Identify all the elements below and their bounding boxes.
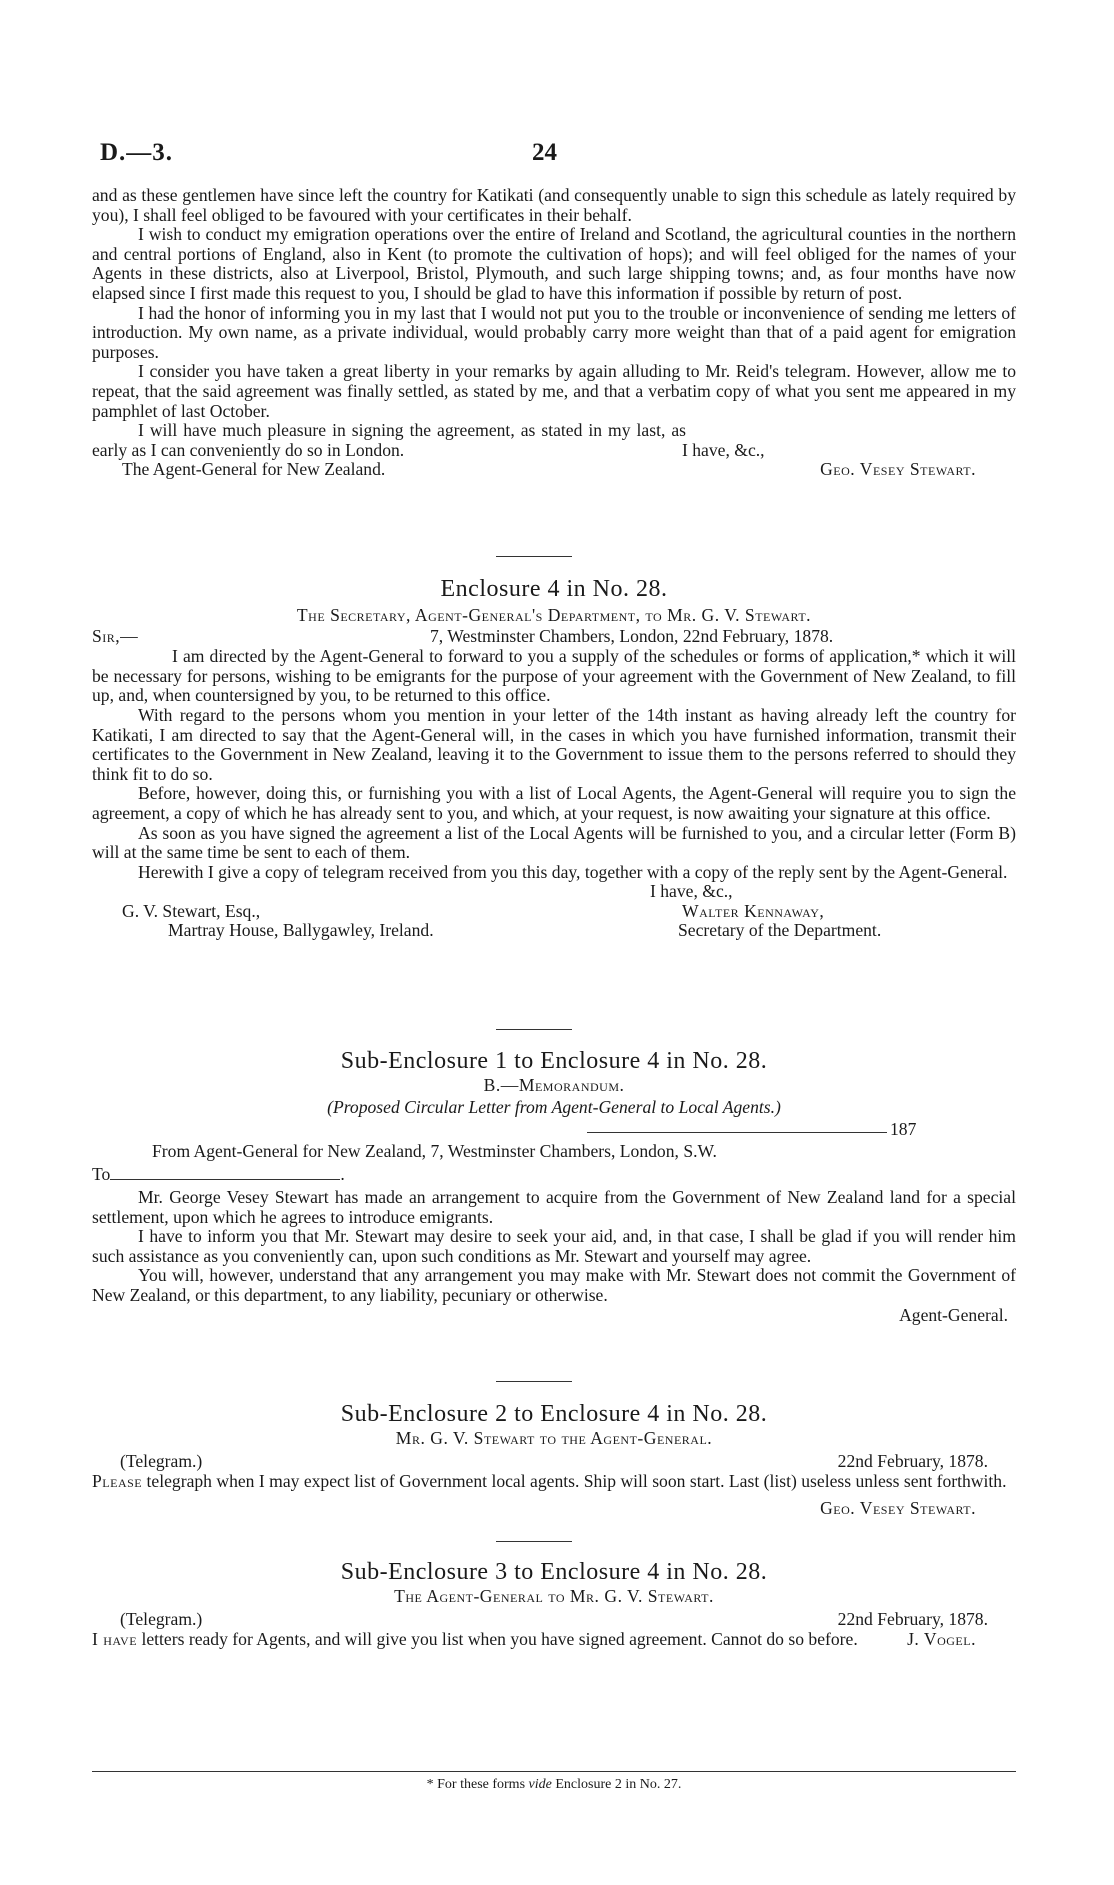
letter-continuation [92, 186, 1016, 480]
footnote-text: * For these forms [426, 1777, 529, 1792]
from-line: From Agent-General for New Zealand, 7, Westminster Chambers, London, S.W. [152, 1140, 717, 1161]
address-place: Martray House, Ballygawley, Ireland. [168, 920, 434, 941]
addressee: The Agent-General for New Zealand. [122, 459, 386, 480]
signature-title: Secretary of the Department. [678, 920, 882, 941]
paragraph: I am directed by the Agent-General to forward to you a supply of the schedules or forms of application,* which it will be necessary for persons, wishing to be emigrants for the purpose of your agreement with the Government of New Zealand, to fill up, and, when countersigned by you, to be returned to this office. [92, 646, 1016, 706]
signature: Geo. Vesey Stewart. [820, 459, 976, 480]
telegram-label: (Telegram.) [120, 1609, 203, 1630]
dateline: 7, Westminster Chambers, London, 22nd February, 1878. [430, 626, 834, 647]
paragraph: I consider you have taken a great liberty in your remarks by again alluding to Mr. Reid's telegram. However, allow me to repeat, that the said agreement was finally settled, as stated by me, and that a verbatim copy of what you sent me appeared in my pamphlet of last October. [92, 361, 1016, 421]
section-title: Sub-Enclosure 3 to Enclosure 4 in No. 28. [340, 1559, 768, 1585]
footnote-ref: Enclosure 2 in No. 27. [551, 1777, 682, 1792]
paragraph: Mr. George Vesey Stewart has made an arrangement to acquire from the Government of New Zealand land for a special settlement, upon which he agrees to introduce emigrants. [92, 1186, 1016, 1227]
footnote-rule [92, 1771, 1016, 1772]
salutation-row [92, 627, 1016, 647]
section-subtitle: (Proposed Circular Letter from Agent-General to Local Agents.) [327, 1097, 781, 1118]
telegram-date: 22nd February, 1878. [837, 1609, 988, 1630]
telegram-text: letters ready for Agents, and will give you list when you have signed agreement. Cannot do so before. [137, 1628, 858, 1649]
section-divider [496, 556, 572, 557]
paragraph: Herewith I give a copy of telegram received from you this day, together with a copy of the reply sent by the Agent-General. [138, 861, 1008, 882]
section-divider [496, 1541, 572, 1542]
date-blank [587, 1132, 887, 1133]
signature-row [92, 460, 1016, 480]
signature: Geo. Vesey Stewart. [820, 1498, 976, 1519]
paragraph: Before, however, doing this, or furnishing you with a list of Local Agents, the Agent-General will require you to sign the agreement, a copy of which he has already sent to you, and which, at your request, is now awaiting your signature at this office. [92, 783, 1016, 823]
closing: I have, &c., [650, 881, 733, 902]
document-reference: D.—3. [100, 139, 174, 166]
section-title: Sub-Enclosure 1 to Enclosure 4 in No. 28. [340, 1048, 768, 1074]
telegram-label: (Telegram.) [120, 1451, 203, 1472]
paragraph: and as these gentlemen have since left the country for Katikati (and consequently unable to sign this schedule as lately required by you), I shall feel obliged to be favoured with your certificates in their behalf. [92, 185, 1016, 225]
signature-block [92, 882, 1016, 941]
paragraph: With regard to the persons whom you mention in your letter of the 14th instant as having already left the country for Katikati, I am directed to say that the Agent-General will, in the cases in which you have furnished information, transmit their certificates to the Government in New Zealand, leaving it to the Government to issue them to the persons referred to should they think fit to do so. [92, 704, 1016, 784]
paragraph: I will have much pleasure in signing the agreement, as stated in my last, as early as I can conveniently do so in London. [92, 420, 686, 460]
section-from-to: Mr. G. V. Stewart to the Agent-General. [395, 1427, 713, 1448]
page-number: 24 [532, 139, 557, 166]
paragraph: As soon as you have signed the agreement a list of the Local Agents will be furnished to you, and a circular letter (Form B) will at the same time be sent to each of them. [92, 822, 1016, 863]
closing-block [92, 421, 1016, 460]
telegram-block [92, 1630, 1016, 1650]
sub-enclosure-1 [92, 1048, 1016, 1325]
telegram-row [92, 1610, 1016, 1630]
section-from-to: The Agent-General to Mr. G. V. Stewart. [394, 1585, 714, 1606]
salutation: Sir,— [92, 626, 139, 647]
telegram-body [92, 1630, 1016, 1650]
section-divider [496, 1381, 572, 1382]
year-stub: 187 [890, 1118, 917, 1139]
section-title: Enclosure 4 in No. 28. [440, 576, 668, 602]
telegram-row [92, 1452, 1016, 1472]
to-blank [110, 1167, 340, 1180]
section-title: Sub-Enclosure 2 to Enclosure 4 in No. 28. [340, 1401, 768, 1427]
paragraph: I had the honor of informing you in my last that I would not put you to the trouble or inconvenience of sending me letters of introduction. My own name, as a private individual, would probably carry more weight than that of a paid agent for emigration purposes. [92, 302, 1016, 362]
section-divider [496, 1029, 572, 1030]
closing: I have, &c., [682, 439, 765, 460]
date-blank-row [92, 1118, 1016, 1140]
to-label: To [92, 1164, 111, 1185]
telegram-body [92, 1472, 1016, 1492]
memorandum-label: B.—Memorandum. [483, 1074, 625, 1095]
signature: Walter Kennaway, [682, 901, 825, 922]
telegram-date: 22nd February, 1878. [837, 1451, 988, 1472]
sub-enclosure-3 [92, 1559, 1016, 1649]
signoff: Agent-General. [899, 1304, 1008, 1325]
sub-enclosure-2 [92, 1401, 1016, 1519]
paragraph: You will, however, understand that any arrangement you may make with Mr. Stewart does not commit the Government of New Zealand, or this department, to any liability, pecuniary or otherwise. [92, 1265, 1016, 1305]
signature: J. Vogel. [907, 1628, 976, 1649]
footnote [92, 1777, 1016, 1793]
to-line: To . [92, 1164, 345, 1185]
section-from-to: The Secretary, Agent-General's Department, to Mr. G. V. Stewart. [296, 604, 812, 625]
paragraph: I have to inform you that Mr. Stewart may desire to seek your aid, and, in that case, I shall be glad if you will render him such assistance as you conveniently can, upon such conditions as Mr. Stewart and yourself may agree. [92, 1226, 1016, 1266]
telegram-lead: Please [92, 1470, 143, 1491]
telegram-text: telegraph when I may expect list of Government local agents. Ship will soon start. Last (list) useless unless sent forthwith. [142, 1470, 1007, 1491]
paragraph: I wish to conduct my emigration operations over the entire of Ireland and Scotland, the agricultural counties in the northern and central portions of England, also in Kent (to promote the cultivation of hops); and will feel obliged for the names of your Agents in these districts, also at Liverpool, Bristol, Plymouth, and such large shipping towns; and, as four months have now elapsed since I first made this request to you, I should be glad to have this information if possible by return of post. [92, 224, 1016, 303]
address-name: G. V. Stewart, Esq., [122, 901, 261, 922]
telegram-lead: I have [92, 1628, 138, 1649]
footnote-vide: vide [528, 1777, 552, 1792]
enclosure-4 [92, 576, 1016, 941]
